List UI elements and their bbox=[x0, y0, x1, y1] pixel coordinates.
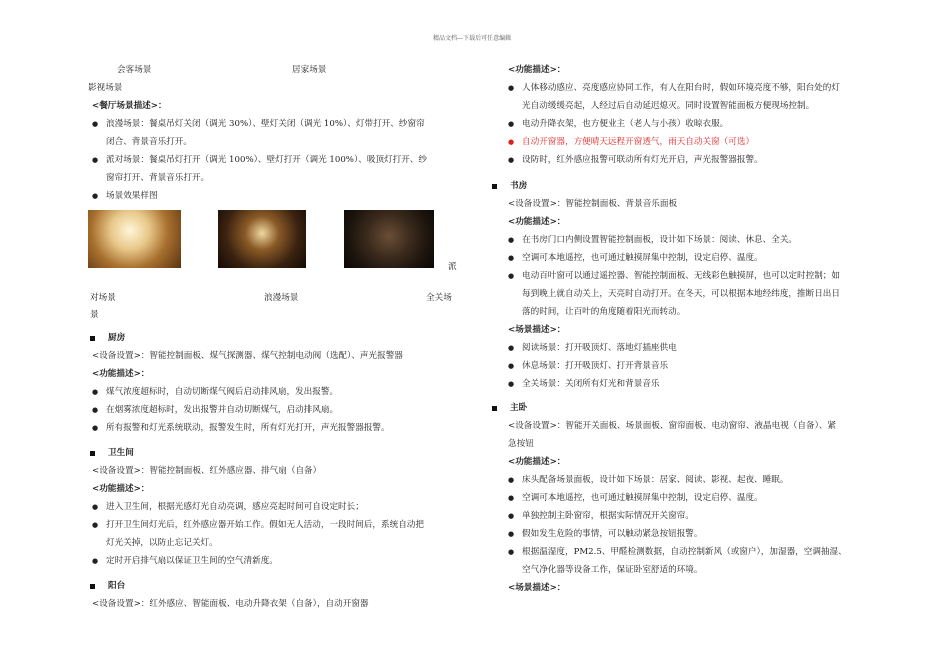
caption-fragment: 派 bbox=[448, 262, 457, 272]
scene-title-movie: 影视场景 bbox=[88, 83, 123, 93]
bullet-icon: ● bbox=[508, 138, 515, 146]
section-square-icon bbox=[492, 406, 497, 411]
balcony-func-item: 光自动缓缓亮起，人经过后自动延迟熄灭。同时设置智能面板方便现场控制。 bbox=[522, 101, 815, 111]
scene-title-home: 居家场景 bbox=[292, 65, 327, 75]
bathroom-title: 卫生间 bbox=[108, 448, 134, 458]
study-item: 在书房门口内侧设置智能控制面板，设计如下场景：阅读、休息、全关。 bbox=[522, 235, 798, 245]
bullet-icon: ● bbox=[508, 548, 515, 556]
caption-all-off: 全关场 bbox=[426, 293, 452, 303]
study-item: 空调可本地遥控，也可通过触摸屏集中控制，设定启停、温度。 bbox=[522, 253, 763, 263]
caption-romantic: 浪漫场景 bbox=[264, 293, 299, 303]
study-scene: 休息场景：打开吸顶灯、打开背景音乐 bbox=[522, 361, 669, 371]
master-item: 单独控制主卧窗帘，根据实际情况开关窗帘。 bbox=[522, 511, 694, 521]
bullet-icon: ● bbox=[92, 388, 99, 396]
study-func-title: <功能描述>： bbox=[508, 217, 566, 227]
bullet-icon: ● bbox=[508, 512, 515, 520]
balcony-func-item: 人体移动感应、亮度感应协同工作，有人在阳台时，假如环境亮度不够，阳台处的灯 bbox=[522, 83, 840, 93]
dining-item: 场景效果样图 bbox=[106, 191, 158, 201]
master-item: 根据温湿度，PM2.5、甲醛检测数据，自动控制新风（或窗户），加湿器，空调抽湿、 bbox=[522, 547, 847, 557]
bullet-icon: ● bbox=[508, 84, 515, 92]
balcony-device: <设备设置>：红外感应、智能面板、电动升降衣架（自备），自动开窗器 bbox=[92, 599, 369, 609]
bathroom-func-title: <功能描述>： bbox=[92, 484, 150, 494]
master-func-title: <功能描述>： bbox=[508, 457, 566, 467]
dining-item: 闭合、背景音乐打开。 bbox=[106, 137, 192, 147]
bathroom-item: 定时开启排气扇以保证卫生间的空气清新度。 bbox=[106, 556, 278, 566]
section-square-icon bbox=[90, 451, 95, 456]
master-title: 主卧 bbox=[510, 403, 528, 413]
kitchen-title: 厨房 bbox=[108, 333, 126, 343]
study-scene-title: <场景描述>： bbox=[508, 325, 566, 335]
balcony-func-item: 电动升降衣架，也方便业主（老人与小孩）收晾衣服。 bbox=[522, 119, 729, 129]
bullet-icon: ● bbox=[92, 503, 99, 511]
study-scene: 全关场景：关闭所有灯光和背景音乐 bbox=[522, 379, 660, 389]
caption-tail: 景 bbox=[90, 310, 99, 320]
master-item: 空气净化器等设备工作，保证卧室舒适的环境。 bbox=[522, 565, 703, 575]
dining-item: 浪漫场景：餐桌吊灯关闭（调光 30%）、壁灯关闭（调光 10%）、灯带打开、纱窗帘 bbox=[106, 119, 425, 129]
bullet-icon: ● bbox=[508, 344, 515, 352]
study-device: <设备设置>：智能控制面板、背景音乐面板 bbox=[508, 199, 678, 209]
page-header: 精品文档---下载后可任意编辑 bbox=[433, 35, 512, 42]
caption-party: 对场景 bbox=[90, 293, 116, 303]
study-item: 电动百叶窗可以通过遥控器、智能控制面板、无线彩色触摸屏，也可以定时控制；如 bbox=[522, 271, 840, 281]
kitchen-item: 在烟雾浓度超标时，发出报警并自动切断煤气，启动排风扇。 bbox=[106, 405, 339, 415]
bullet-icon: ● bbox=[508, 236, 515, 244]
dining-title: <餐厅场景描述>： bbox=[92, 101, 167, 111]
kitchen-item: 所有报警和灯光系统联动，报警发生时，所有灯光打开，声光报警器报警。 bbox=[106, 423, 390, 433]
master-device-cont: 急按钮 bbox=[508, 439, 534, 449]
bullet-icon: ● bbox=[92, 557, 99, 565]
study-item: 每到晚上就自动关上，天亮时自动打开。在冬天，可以根据本地经纬度，推断日出日 bbox=[522, 289, 840, 299]
bullet-icon: ● bbox=[508, 120, 515, 128]
bullet-icon: ● bbox=[92, 192, 99, 200]
bathroom-item: 打开卫生间灯光后，红外感应器开始工作。假如无人活动，一段时间后，系统自动把 bbox=[106, 520, 424, 530]
balcony-title: 阳台 bbox=[108, 581, 126, 591]
bullet-icon: ● bbox=[508, 380, 515, 388]
study-scene: 阅读场景：打开吸顶灯、落地灯插座供电 bbox=[522, 343, 677, 353]
section-square-icon bbox=[492, 184, 497, 189]
balcony-func-item-highlight: 自动开窗器，方便晴天远程开窗透气，雨天自动关窗（可选） bbox=[522, 137, 755, 147]
bullet-icon: ● bbox=[92, 521, 99, 529]
bullet-icon: ● bbox=[508, 476, 515, 484]
bullet-icon: ● bbox=[92, 156, 99, 164]
study-item: 落的时间，让百叶的角度随着阳光而转动。 bbox=[522, 307, 686, 317]
bullet-icon: ● bbox=[508, 494, 515, 502]
study-title: 书房 bbox=[510, 181, 528, 191]
bathroom-device: <设备设置>：智能控制面板、红外感应器、排气扇（自备） bbox=[92, 466, 322, 476]
bathroom-item: 灯光关掉，以防止忘记关灯。 bbox=[106, 538, 218, 548]
bullet-icon: ● bbox=[508, 362, 515, 370]
bullet-icon: ● bbox=[508, 254, 515, 262]
kitchen-func-title: <功能描述>： bbox=[92, 369, 150, 379]
master-item: 床头配备场景面板，设计如下场景：居家、阅读、影视、起夜、睡眠。 bbox=[522, 475, 789, 485]
bullet-icon: ● bbox=[508, 272, 515, 280]
bullet-icon: ● bbox=[92, 424, 99, 432]
master-device: <设备设置>：智能开关面板、场景面板、窗帘面板、电动窗帘、液晶电视（自备）、紧 bbox=[508, 421, 837, 431]
romantic-scene-photo bbox=[218, 210, 306, 268]
bullet-icon: ● bbox=[92, 406, 99, 414]
bathroom-item: 进入卫生间，根据光感灯光自动亮调，感应亮起时间可自设定时长； bbox=[106, 502, 364, 512]
bullet-icon: ● bbox=[508, 530, 515, 538]
all-off-scene-photo bbox=[344, 210, 434, 268]
balcony-func-item: 设防时，红外感应报警可联动所有灯光开启，声光报警器报警。 bbox=[522, 155, 763, 165]
master-item: 假如发生危险的事情，可以触动紧急按钮报警。 bbox=[522, 529, 703, 539]
dining-item: 派对场景：餐桌吊灯打开（调光 100%）、壁灯打开（调光 100%）、吸顶灯打开、纱 bbox=[106, 155, 428, 165]
section-square-icon bbox=[90, 584, 95, 589]
section-square-icon bbox=[90, 336, 95, 341]
dining-item: 窗帘打开、背景音乐打开。 bbox=[106, 173, 210, 183]
master-item: 空调可本地遥控，也可通过触摸屏集中控制，设定启停、温度。 bbox=[522, 493, 763, 503]
kitchen-item: 煤气浓度超标时，自动切断煤气阀后启动排风扇，发出报警。 bbox=[106, 387, 339, 397]
scene-title-guest: 会客场景 bbox=[117, 65, 152, 75]
balcony-func-title: <功能描述>： bbox=[508, 65, 566, 75]
kitchen-device: <设备设置>：智能控制面板、煤气探测器、煤气控制电动阀（选配）、声光报警器 bbox=[92, 351, 403, 361]
master-scene-title: <场景描述>： bbox=[508, 583, 566, 593]
party-scene-photo bbox=[88, 210, 181, 268]
bullet-icon: ● bbox=[92, 120, 99, 128]
bullet-icon: ● bbox=[508, 156, 515, 164]
